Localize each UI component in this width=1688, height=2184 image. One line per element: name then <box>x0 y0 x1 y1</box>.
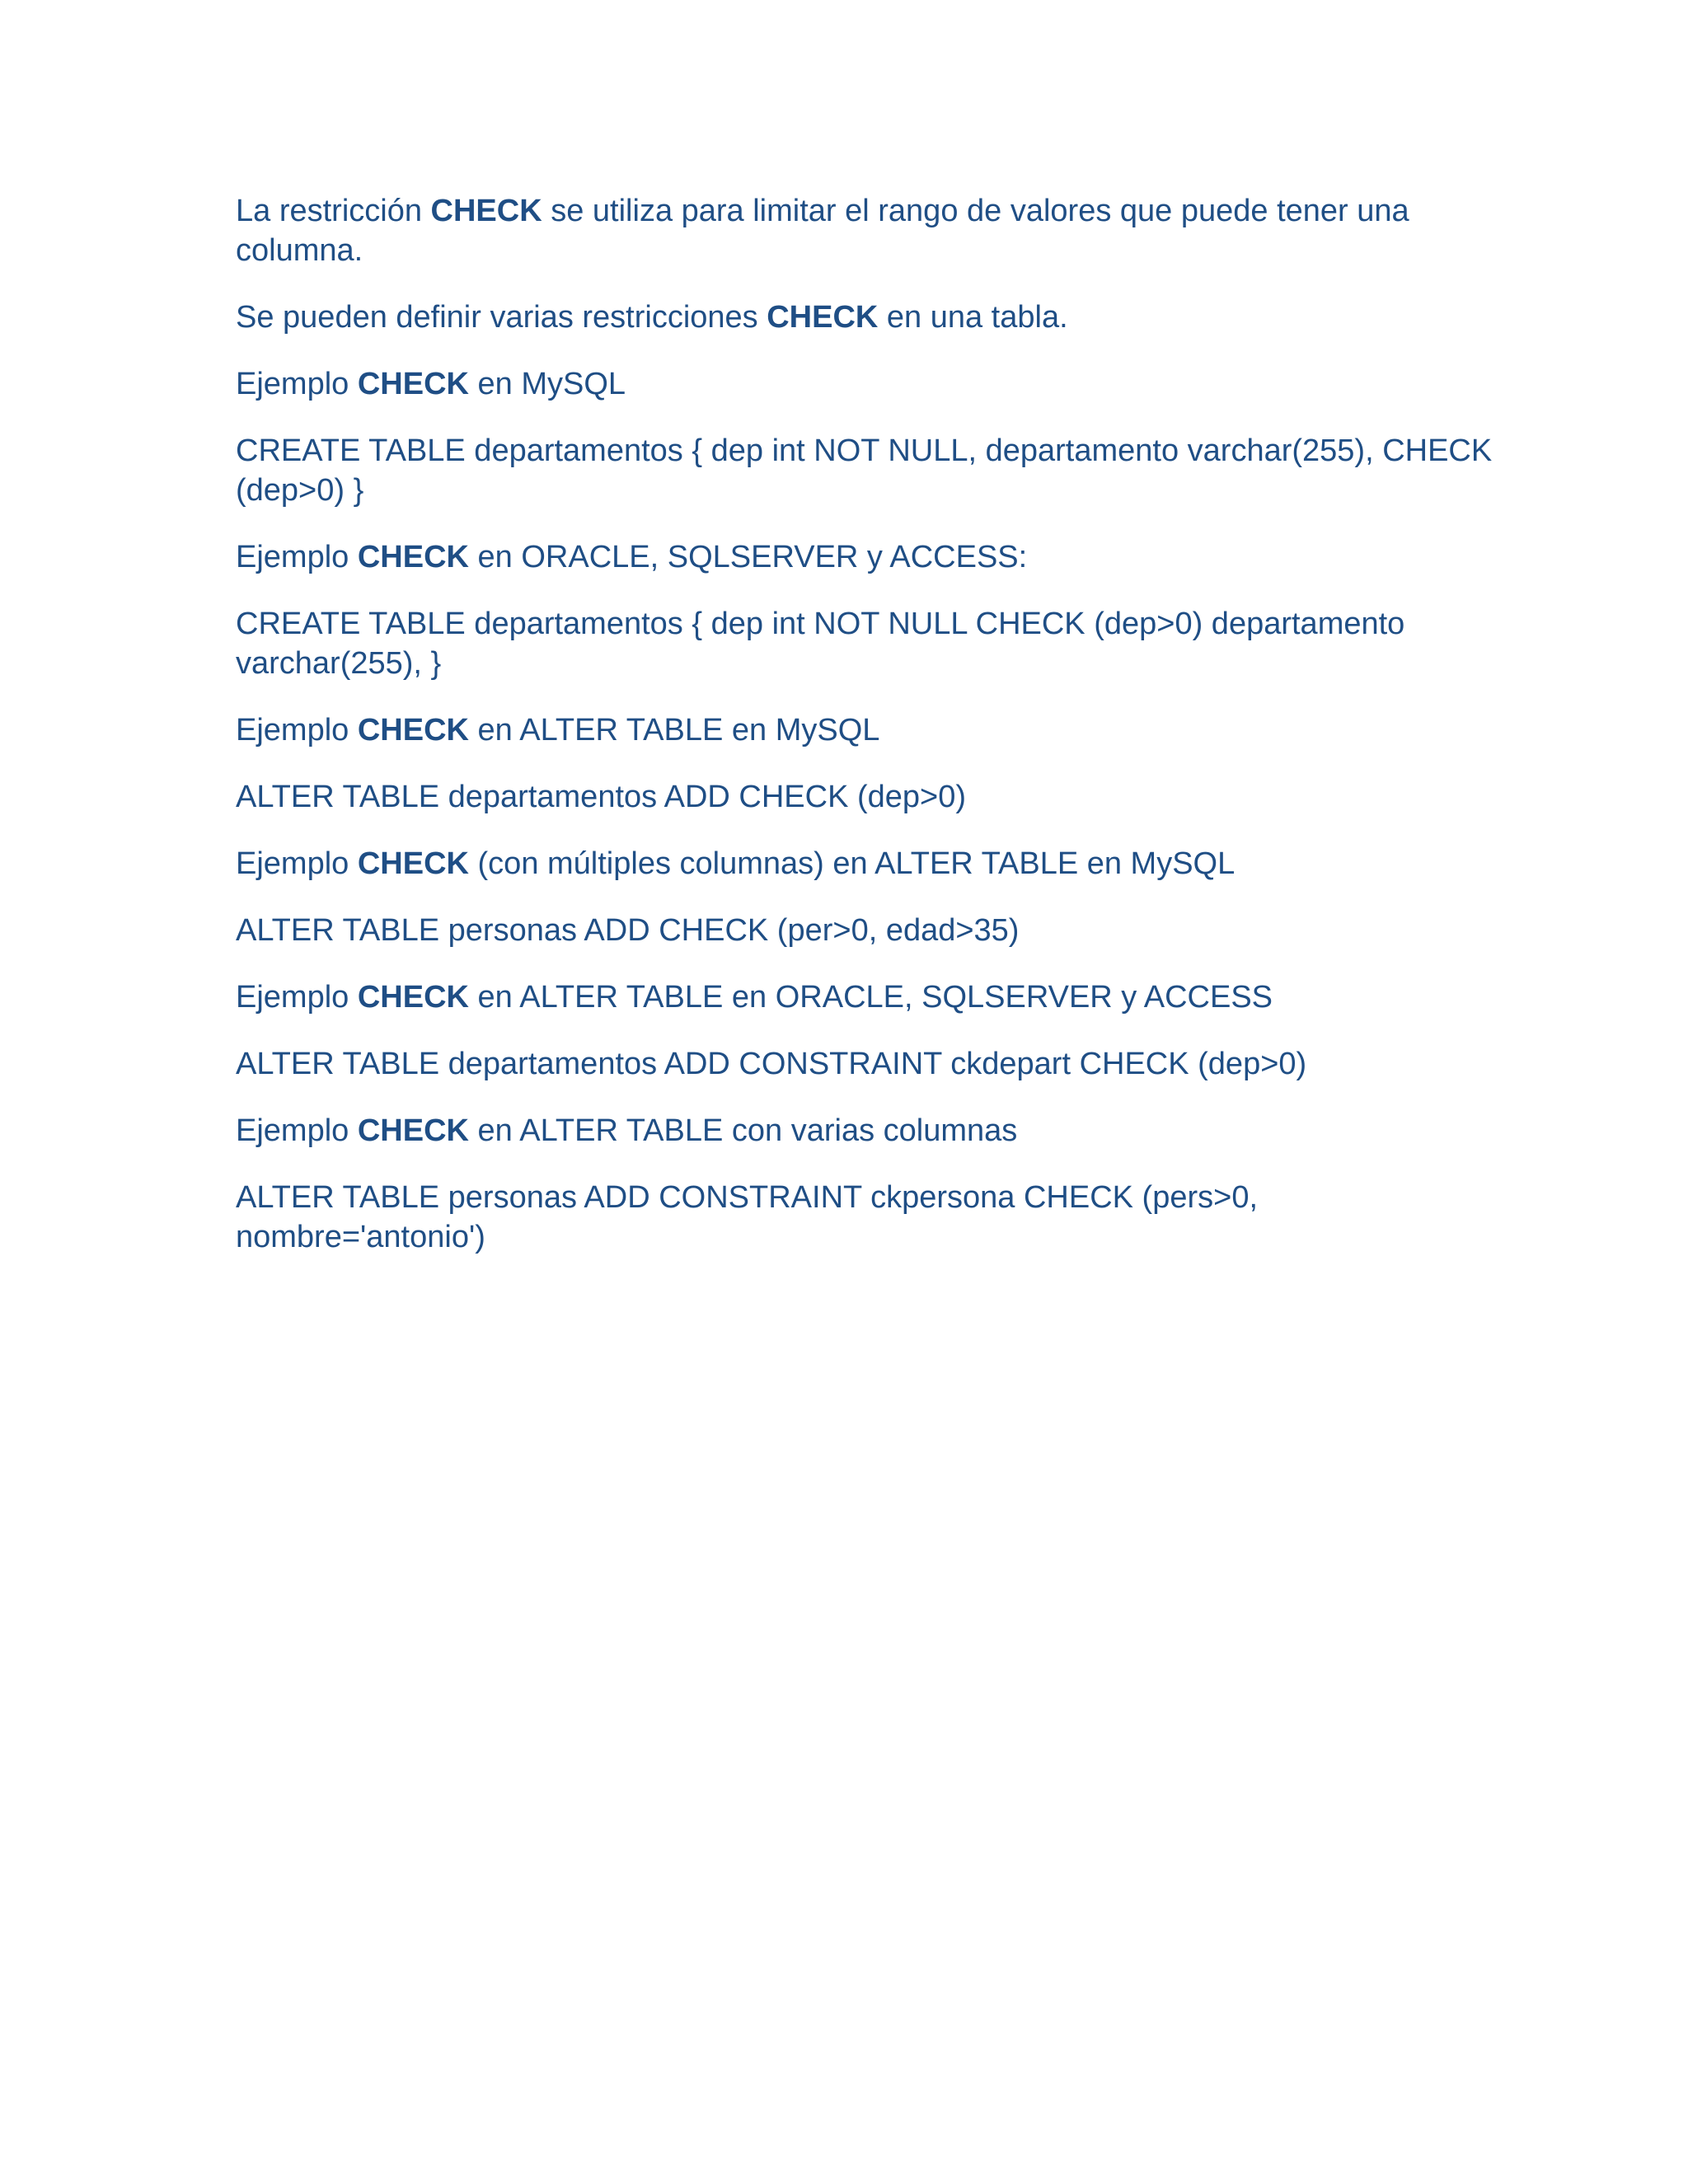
code-text: CREATE TABLE departamentos { dep int NOT NULL CHECK (dep>0) departamento varchar(255), } <box>236 607 1405 681</box>
text-run: Se pueden definir varias restricciones <box>236 300 767 335</box>
bold-keyword: CHECK <box>357 980 469 1015</box>
text-run: Ejemplo <box>236 980 358 1015</box>
paragraph-example-oracle-heading <box>236 537 1505 577</box>
paragraph-example-alter-varias-code <box>236 1178 1505 1257</box>
bold-keyword: CHECK <box>357 540 469 574</box>
paragraph-example-alter-mysql-code <box>236 777 1505 817</box>
text-run: en una tabla. <box>878 300 1068 335</box>
code-text: ALTER TABLE personas ADD CONSTRAINT ckpersona CHECK (pers>0, nombre='antonio') <box>236 1180 1259 1254</box>
paragraph-example-mysql-code <box>236 431 1505 510</box>
paragraph-example-mysql-heading <box>236 364 1505 404</box>
bold-keyword: CHECK <box>357 846 469 881</box>
paragraph-example-alter-oracle-heading <box>236 977 1505 1017</box>
bold-keyword: CHECK <box>357 713 469 748</box>
text-run: se utiliza para limitar el rango de valores que puede tener una columna. <box>236 194 1409 268</box>
paragraph-example-alter-varias-heading <box>236 1111 1505 1151</box>
text-run: Ejemplo <box>236 1113 358 1148</box>
document-body <box>236 191 1505 1284</box>
bold-keyword: CHECK <box>357 367 469 401</box>
text-run: Ejemplo <box>236 540 358 574</box>
code-text: ALTER TABLE departamentos ADD CONSTRAINT ckdepart CHECK (dep>0) <box>236 1047 1307 1081</box>
text-run: La restricción <box>236 194 431 228</box>
code-text: CREATE TABLE departamentos { dep int NOT NULL, departamento varchar(255), CHECK (dep>0) } <box>236 434 1493 508</box>
text-run: en MySQL <box>468 367 626 401</box>
text-run: en ALTER TABLE en MySQL <box>468 713 880 748</box>
text-run: en ALTER TABLE con varias columnas <box>468 1113 1018 1148</box>
text-run: Ejemplo <box>236 367 358 401</box>
paragraph-example-alter-oracle-code <box>236 1044 1505 1084</box>
text-run: Ejemplo <box>236 713 358 748</box>
paragraph-example-alter-multi-heading <box>236 844 1505 883</box>
bold-keyword: CHECK <box>767 300 879 335</box>
paragraph-example-oracle-code <box>236 604 1505 683</box>
bold-keyword: CHECK <box>430 194 542 228</box>
paragraph-example-alter-mysql-heading <box>236 710 1505 750</box>
paragraph-example-alter-multi-code <box>236 911 1505 950</box>
text-run: (con múltiples columnas) en ALTER TABLE en MySQL <box>468 846 1236 881</box>
code-text: ALTER TABLE departamentos ADD CHECK (dep>0) <box>236 780 967 814</box>
code-text: ALTER TABLE personas ADD CHECK (per>0, edad>35) <box>236 913 1020 948</box>
text-run: en ALTER TABLE en ORACLE, SQLSERVER y ACCESS <box>468 980 1273 1015</box>
paragraph-intro <box>236 191 1505 270</box>
text-run: en ORACLE, SQLSERVER y ACCESS: <box>468 540 1028 574</box>
bold-keyword: CHECK <box>357 1113 469 1148</box>
paragraph-multiple-checks <box>236 298 1505 337</box>
text-run: Ejemplo <box>236 846 358 881</box>
